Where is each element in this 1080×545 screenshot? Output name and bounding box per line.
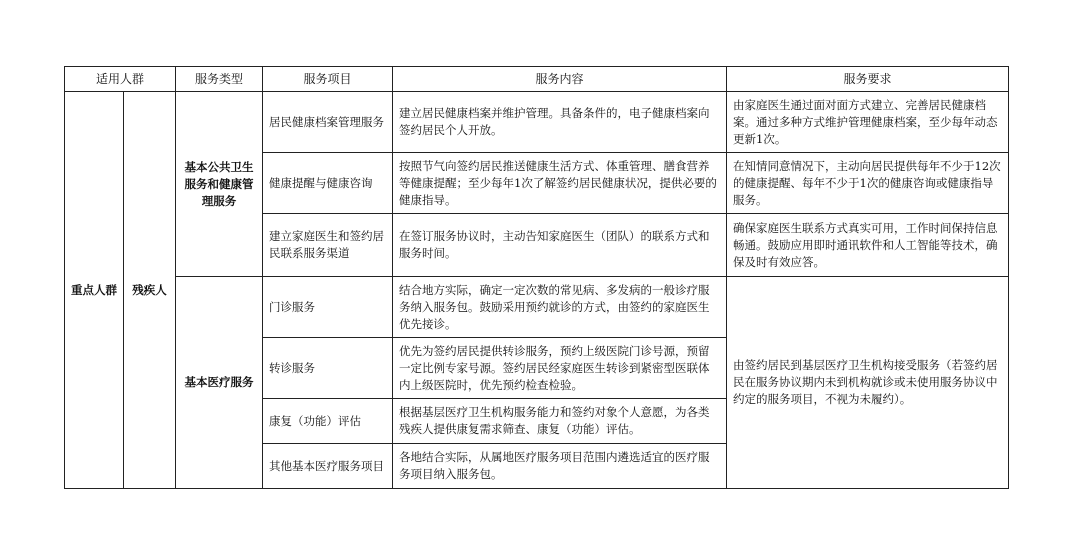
service-requirement: 由家庭医生通过面对面方式建立、完善居民健康档案。通过多种方式维护管理健康档案，至少每年动态更新1次。 [727, 92, 1009, 153]
header-applicable-group: 适用人群 [65, 67, 176, 92]
table-row [65, 277, 1009, 338]
header-row [65, 67, 1009, 92]
service-item: 康复（功能）评估 [263, 399, 393, 444]
header-service-type: 服务类型 [176, 67, 263, 92]
group-disabled: 残疾人 [124, 92, 176, 489]
service-content: 优先为签约居民提供转诊服务，预约上级医院门诊号源，预留一定比例专家号源。签约居民经家庭医生转诊到紧密型医联体内上级医院时，优先预约检查检验。 [393, 338, 727, 399]
service-requirement: 确保家庭医生联系方式真实可用，工作时间保持信息畅通。鼓励应用即时通讯软件和人工智能等技术，确保及时有效应答。 [727, 214, 1009, 277]
service-content: 按照节气向签约居民推送健康生活方式、体重管理、膳食营养等健康提醒；至少每年1次了解签约居民健康状况，提供必要的健康指导。 [393, 153, 727, 214]
table-row [65, 92, 1009, 153]
category-public-health: 基本公共卫生服务和健康管理服务 [176, 92, 263, 277]
header-service-item: 服务项目 [263, 67, 393, 92]
header-service-requirement: 服务要求 [727, 67, 1009, 92]
service-item: 转诊服务 [263, 338, 393, 399]
service-table [64, 66, 1009, 489]
service-item: 其他基本医疗服务项目 [263, 444, 393, 489]
service-requirement: 在知情同意情况下，主动向居民提供每年不少于12次的健康提醒、每年不少于1次的健康咨询或健康指导服务。 [727, 153, 1009, 214]
service-content: 建立居民健康档案并维护管理。具备条件的，电子健康档案向签约居民个人开放。 [393, 92, 727, 153]
service-item: 建立家庭医生和签约居民联系服务渠道 [263, 214, 393, 277]
category-medical: 基本医疗服务 [176, 277, 263, 489]
medical-service-requirement: 由签约居民到基层医疗卫生机构接受服务（若签约居民在服务协议期内未到机构就诊或未使用服务协议中约定的服务项目，不视为未履约）。 [727, 277, 1009, 489]
group-key-population: 重点人群 [65, 92, 124, 489]
header-service-content: 服务内容 [393, 67, 727, 92]
service-item: 居民健康档案管理服务 [263, 92, 393, 153]
service-content: 各地结合实际，从属地医疗服务项目范围内遴选适宜的医疗服务项目纳入服务包。 [393, 444, 727, 489]
service-content: 结合地方实际，确定一定次数的常见病、多发病的一般诊疗服务纳入服务包。鼓励采用预约就诊的方式，由签约的家庭医生优先接诊。 [393, 277, 727, 338]
service-content: 在签订服务协议时，主动告知家庭医生（团队）的联系方式和服务时间。 [393, 214, 727, 277]
service-item: 门诊服务 [263, 277, 393, 338]
service-item: 健康提醒与健康咨询 [263, 153, 393, 214]
service-content: 根据基层医疗卫生机构服务能力和签约对象个人意愿，为各类残疾人提供康复需求筛查、康复（功能）评估。 [393, 399, 727, 444]
